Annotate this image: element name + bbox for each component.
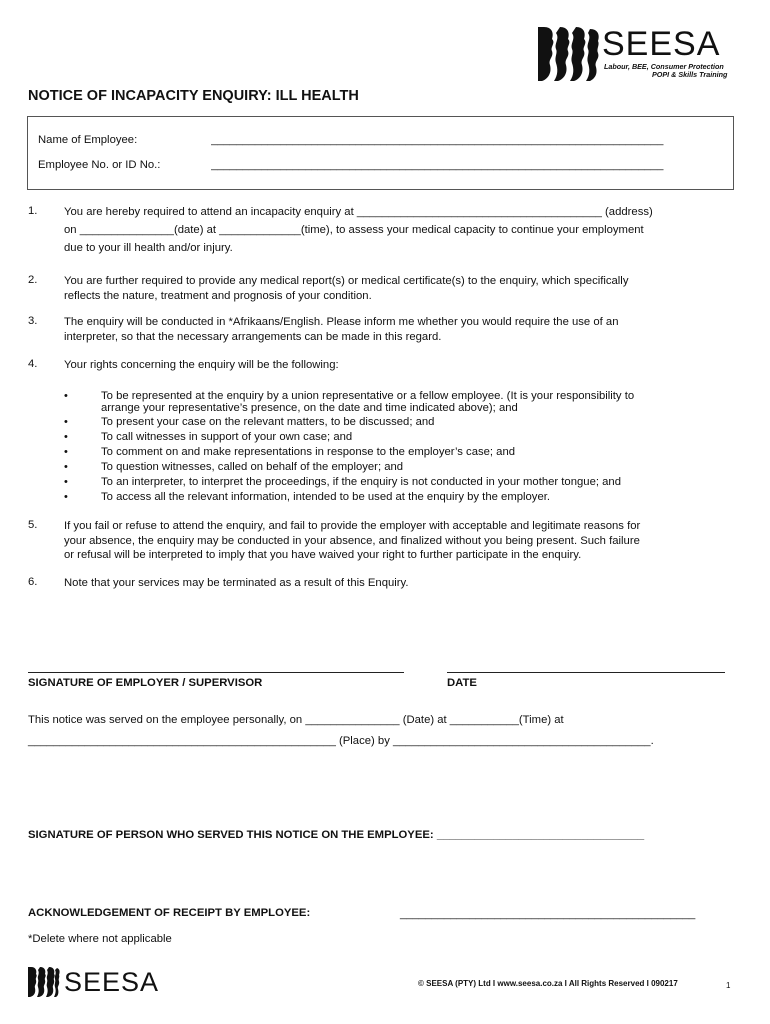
bullet-icon: • <box>64 491 68 503</box>
item-number: 3. <box>28 315 38 327</box>
page-number: 1 <box>726 981 731 990</box>
item-paragraph <box>64 205 742 259</box>
paragraph-line: If you fail or refuse to attend the enquiry, and fail to provide the employer with acceptable and legitimate reasons for <box>64 520 641 532</box>
date-field[interactable] <box>447 672 725 673</box>
receipt-label: ACKNOWLEDGEMENT OF RECEIPT BY EMPLOYEE: <box>28 907 311 919</box>
rights-list-item: To be represented at the enquiry by a union representative or a fellow employee. (It is your responsibility to <box>101 390 635 402</box>
employer-signature-label: SIGNATURE OF EMPLOYER / SUPERVISOR <box>28 677 263 689</box>
rights-list-item: To an interpreter, to interpret the proceedings, if the enquiry is not conducted in your mother tongue; and <box>101 476 621 488</box>
rights-list-item: arrange your representative’s presence, on the date and time indicated above); and <box>101 402 518 414</box>
faces-logo-icon <box>28 966 60 998</box>
item-number: 2. <box>28 274 38 286</box>
employee-name-label: Name of Employee: <box>38 134 138 146</box>
employee-name-field[interactable]: ________________________________________________________________________ <box>211 134 664 146</box>
seesa-logo <box>538 25 738 85</box>
employee-id-field[interactable]: ________________________________________________________________________ <box>211 159 664 171</box>
paragraph-line: interpreter, so that the necessary arrangements can be made in this regard. <box>64 330 442 343</box>
paragraph-line: Your rights concerning the enquiry will be the following: <box>64 359 339 371</box>
paragraph-line: due to your ill health and/or injury. <box>64 242 233 254</box>
logo-wordmark: SEESA <box>602 25 721 63</box>
bullet-icon: • <box>64 476 68 488</box>
item-paragraph <box>64 274 742 303</box>
footer-logo-wordmark: SEESA <box>64 967 160 997</box>
employee-id-label: Employee No. or ID No.: <box>38 159 161 171</box>
item-number: 6. <box>28 576 38 588</box>
paragraph-line: on _______________(date) at _____________(time), to assess your medical capacity to continue your employment <box>64 224 644 236</box>
item-number: 4. <box>28 358 38 370</box>
item-paragraph <box>64 315 742 344</box>
bullet-icon: • <box>64 431 68 443</box>
document-title: NOTICE OF INCAPACITY ENQUIRY: ILL HEALTH <box>28 88 359 104</box>
logo-tagline: POPI & Skills Training <box>652 70 728 79</box>
rights-list-item: To question witnesses, called on behalf of the employer; and <box>101 461 404 473</box>
paragraph-line: The enquiry will be conducted in *Afrikaans/English. Please inform me whether you would require the use of an <box>64 316 619 328</box>
rights-list-item: To access all the relevant information, intended to be used at the enquiry by the employer. <box>101 491 551 503</box>
date-label: DATE <box>447 677 477 689</box>
paragraph-line: You are further required to provide any medical report(s) or medical certificate(s) to the enquiry, which specifically <box>64 275 629 287</box>
rights-list-item: To comment on and make representations in response to the employer’s case; and <box>101 446 516 458</box>
rights-list-item: To present your case on the relevant matters, to be discussed; and <box>101 416 435 428</box>
served-notice-line: This notice was served on the employee personally, on _______________ (Date) at ___________(Time) at <box>28 714 564 726</box>
employer-signature-field[interactable] <box>28 672 404 673</box>
footer-logo <box>28 966 168 1000</box>
served-place-line: _________________________________________________ (Place) by _________________________________________. <box>28 735 654 747</box>
paragraph-line: Note that your services may be terminated as a result of this Enquiry. <box>64 577 409 589</box>
faces-logo-icon <box>538 25 600 83</box>
copyright-notice: © SEESA (PTY) Ltd I www.seesa.co.za I All Rights Reserved I 090217 <box>418 979 678 988</box>
logo-tagline: Labour, BEE, Consumer Protection <box>604 62 724 71</box>
delete-note: *Delete where not applicable <box>28 933 172 945</box>
paragraph-line: your absence, the enquiry may be conducted in your absence, and finalized without you being present. Such failure <box>64 534 640 547</box>
item-number: 5. <box>28 519 38 531</box>
item-paragraph <box>64 358 742 373</box>
receipt-signature-field[interactable]: _______________________________________________ <box>400 908 696 920</box>
item-number: 1. <box>28 205 38 217</box>
server-signature-label: SIGNATURE OF PERSON WHO SERVED THIS NOTICE ON THE EMPLOYEE: _________________________________ <box>28 829 645 841</box>
bullet-icon: • <box>64 390 68 402</box>
paragraph-line: reflects the nature, treatment and prognosis of your condition. <box>64 289 372 302</box>
bullet-icon: • <box>64 461 68 473</box>
bullet-icon: • <box>64 446 68 458</box>
employee-info-box <box>27 116 734 190</box>
item-paragraph <box>64 576 742 591</box>
rights-list-item: To call witnesses in support of your own case; and <box>101 431 353 443</box>
paragraph-line: You are hereby required to attend an incapacity enquiry at _______________________________________ (address) <box>64 206 653 218</box>
bullet-icon: • <box>64 416 68 428</box>
paragraph-line: or refusal will be interpreted to imply that you have waived your right to further participate in the enquiry. <box>64 549 582 561</box>
item-paragraph <box>64 519 742 563</box>
